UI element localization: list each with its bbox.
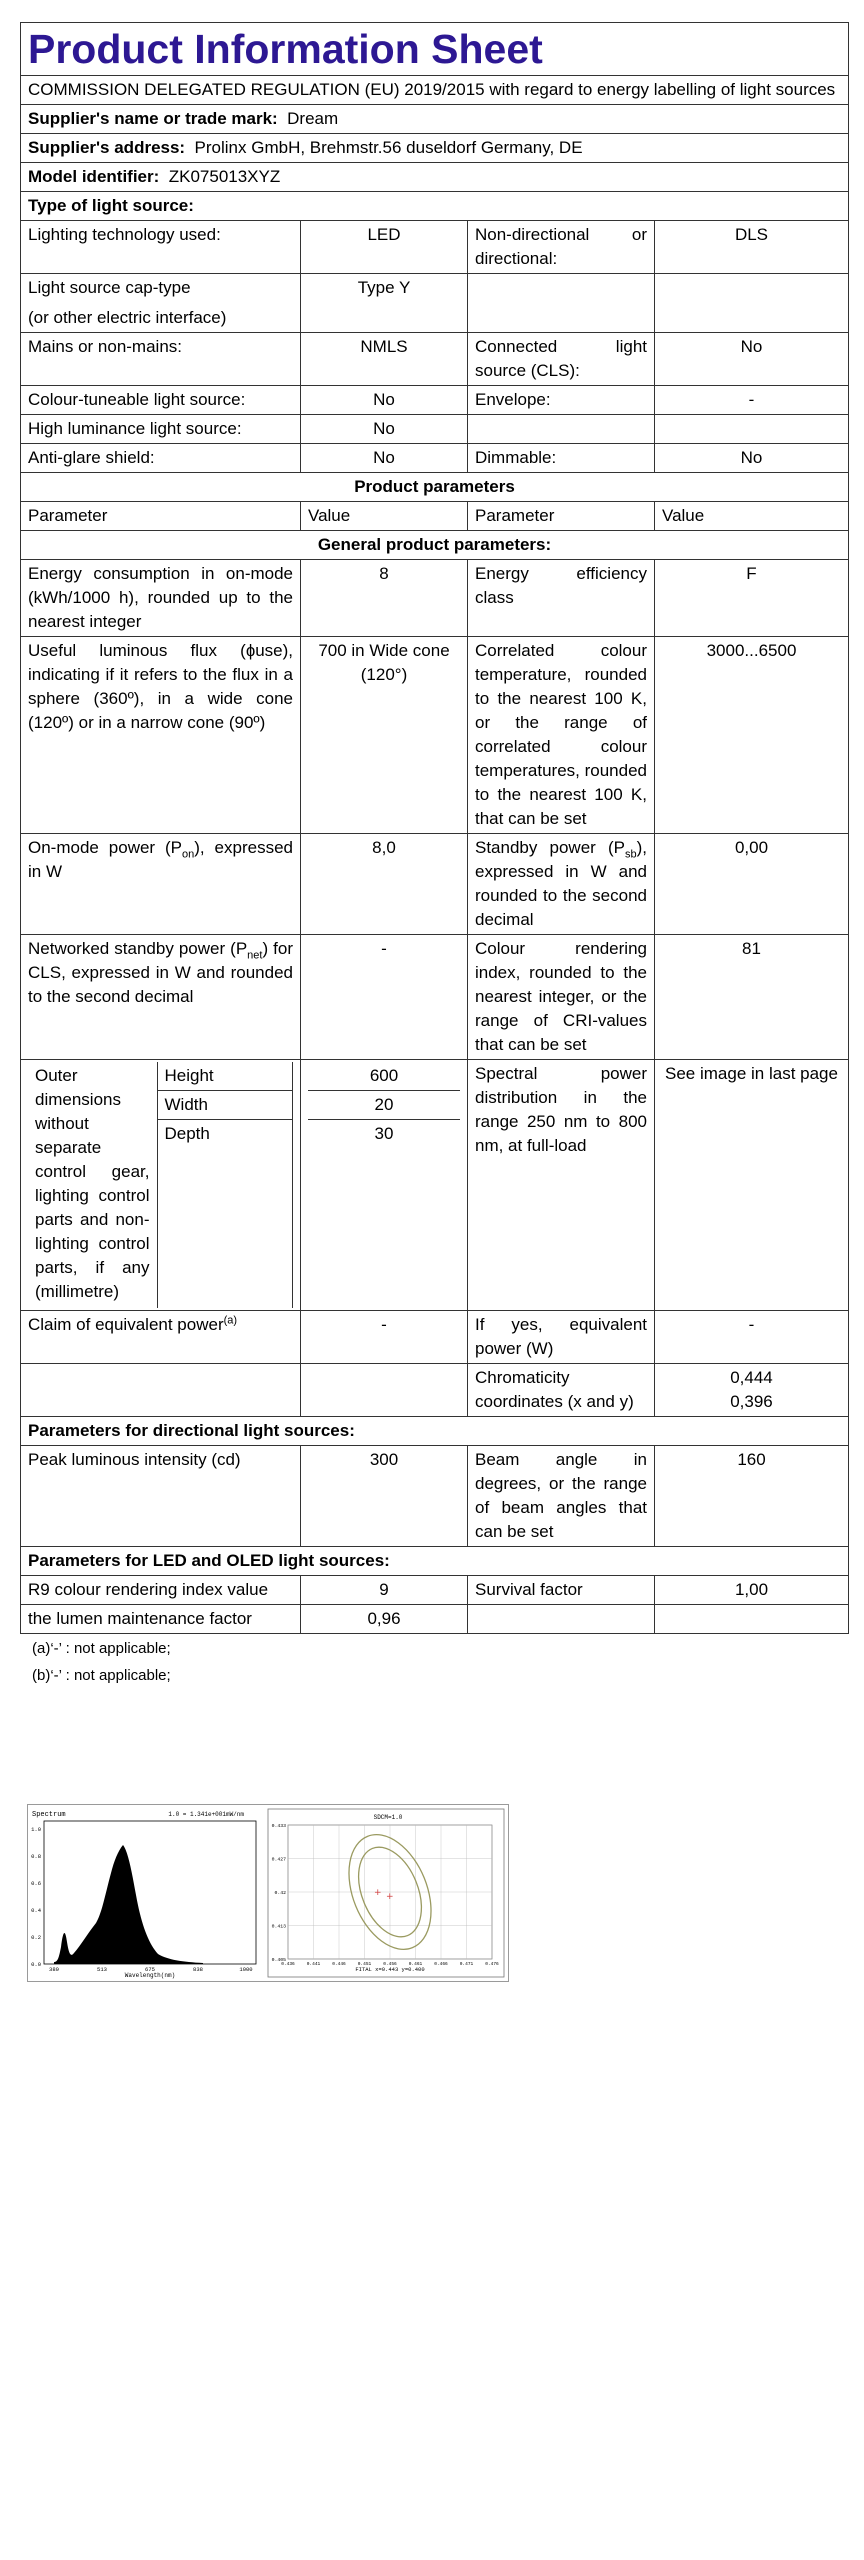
eclass-label: Energy efficiency class [468,560,655,637]
cie-y-tick-label: 0.413 [271,1924,286,1930]
glare-label: Anti-glare shield: [21,444,301,473]
model-row [21,163,849,192]
pon-value: 8,0 [301,834,468,935]
spectrum-x-tick-label: 838 [193,1966,203,1973]
product-information-sheet [20,22,848,1688]
cie-xlabel: FITAL x=0.443 y=0.400 [355,1966,425,1973]
cie-x-tick-label: 0.441 [306,1962,321,1967]
pon-subscript: on [182,848,195,861]
cie-x-tick-label: 0.461 [408,1962,423,1967]
width-label: Width [157,1091,293,1120]
supplier-row [21,105,849,134]
equiv-value: - [655,1311,849,1364]
spectrum-y-tick-label: 0.2 [31,1934,41,1941]
width-value: 20 [308,1091,460,1120]
psb-label-text: ), expressed in W and rounded to the second decimal [475,838,647,929]
empty-cell [655,1605,849,1634]
r9-label: R9 colour rendering index value [21,1576,301,1605]
cls-value: No [655,333,849,386]
address-value: Prolinx GmbH, Brehmstr.56 duseldorf Germany, DE [194,138,583,157]
footnote-b [20,1663,848,1688]
cie-x-tick-label: 0.476 [485,1962,499,1967]
cap-value: Type Y [301,274,468,333]
flux-value: 700 in Wide cone (120°) [301,637,468,834]
model-label: Model identifier: [28,167,160,186]
spectrum-curve [54,1845,203,1964]
cap-label: Light source cap-type [28,278,191,297]
spectrum-x-tick-label: 513 [97,1966,107,1973]
type-header: Type of light source: [21,192,849,221]
dim-label: Dimmable: [468,444,655,473]
height-value: 600 [308,1062,460,1091]
footnote-text: ‘-’ : not applicable; [50,1640,171,1657]
general-params-header: General product parameters: [21,531,849,560]
spectrum-xlabel: Wavelength(nm) [124,1972,176,1979]
cap-cell [21,274,301,333]
spectrum-y-ticks [31,1826,42,1968]
lumen-label: the lumen maintenance factor [21,1605,301,1634]
dimensions-cell [21,1060,301,1311]
tech-value: LED [301,221,468,274]
dimensions-table [28,1062,293,1308]
directional-header: Parameters for directional light sources: [21,1417,849,1446]
product-params-header: Product parameters [21,473,849,502]
address-row [21,134,849,163]
spectrum-x-tick-label: 1000 [239,1966,253,1973]
spectrum-title: Spectrum [32,1811,66,1819]
hilum-value: No [301,415,468,444]
address-label: Supplier's address: [28,138,186,157]
eclass-value: F [655,560,849,637]
tech-label: Lighting technology used: [21,221,301,274]
cap-sub-label: (or other electric interface) [28,308,227,327]
dims-label: Outer dimensions without separate control gear, lighting control parts and non-lighting control parts, if any (millimetre) [28,1062,157,1308]
page-title: Product Information Sheet [21,23,849,76]
cie-x-tick-label: 0.451 [357,1962,372,1967]
tune-label: Colour-tuneable light source: [21,386,301,415]
figures-svg [28,1805,508,1981]
claim-value: - [301,1311,468,1364]
cie-x-tick-label: 0.456 [383,1962,397,1967]
led-header: Parameters for LED and OLED light sources: [21,1547,849,1576]
supplier-value: Dream [287,109,339,128]
mains-label: Mains or non-mains: [21,333,301,386]
depth-label: Depth [157,1120,293,1309]
regulation-subtitle: COMMISSION DELEGATED REGULATION (EU) 2019/2015 with regard to energy labelling of light sources [21,76,849,105]
cie-x-tick-label: 0.436 [281,1962,295,1967]
supplier-label: Supplier's name or trade mark: [28,109,278,128]
col-header-value: Value [301,502,468,531]
cie-y-tick-label: 0.433 [271,1824,286,1829]
model-value: ZK075013XYZ [168,167,281,186]
beam-value: 160 [655,1446,849,1547]
depth-value: 30 [374,1124,394,1143]
cie-y-tick-label: 0.405 [271,1958,286,1963]
beam-label: Beam angle in degrees, or the range of beam angles that can be set [468,1446,655,1547]
dim-value: No [655,444,849,473]
peak-value: 300 [301,1446,468,1547]
chroma-label: Chromaticity coordinates (x and y) [468,1364,655,1417]
pnet-label-text: ) for CLS, expressed in W and rounded to the second decimal [28,939,293,1006]
spectrum-y-tick-label: 0.8 [31,1853,41,1860]
claim-superscript: (a) [223,1314,238,1327]
chroma-y: 0,396 [730,1392,773,1411]
glare-value: No [301,444,468,473]
psb-label [468,834,655,935]
survival-label: Survival factor [468,1576,655,1605]
flux-label: Useful luminous flux (ɸuse), indicating if it refers to the flux in a sphere (360º), in a wide cone (120º) or in a narrow cone (90º) [21,637,301,834]
psb-value: 0,00 [655,834,849,935]
empty-cell [655,415,849,444]
tune-value: No [301,386,468,415]
cri-label: Colour rendering index, rounded to the nearest integer, or the range of CRI-values that can be set [468,935,655,1060]
chroma-x: 0,444 [730,1368,773,1387]
empty-cell [468,415,655,444]
pon-label [21,834,301,935]
peak-label: Peak luminous intensity (cd) [21,1446,301,1547]
empty-cell [301,1364,468,1417]
measured-point-marker: + [374,1888,382,1898]
empty-cell [468,1605,655,1634]
target-point-marker: + [386,1892,394,1902]
footnote-text: ‘-’ : not applicable; [50,1667,171,1684]
energy-label: Energy consumption in on-mode (kWh/1000 h), rounded up to the nearest integer [21,560,301,637]
height-label: Height [157,1062,293,1091]
dimensions-values [308,1062,460,1308]
empty-cell [21,1364,301,1417]
equiv-label: If yes, equivalent power (W) [468,1311,655,1364]
energy-value: 8 [301,560,468,637]
spd-label: Spectral power distribution in the range 250 nm to 800 nm, at full-load [468,1060,655,1311]
info-table [20,22,849,1634]
cie-x-tick-label: 0.466 [434,1962,448,1967]
spectrum-readout: 1.0 = 1.341e+001mW/nm [168,1811,244,1818]
spectrum-y-tick-label: 0.4 [31,1907,41,1914]
nondir-label: Non-directional or directional: [468,221,655,274]
spectrum-y-tick-label: 0.0 [31,1961,41,1968]
r9-value: 9 [301,1576,468,1605]
cie-title: SDCM=1.0 [373,1814,403,1821]
pnet-value: - [301,935,468,1060]
pnet-subscript: net [247,949,263,962]
spectrum-x-tick-label: 675 [145,1966,155,1973]
measurement-figures [27,1804,509,1982]
cie-y-tick-label: 0.42 [274,1891,286,1896]
empty-cell [468,274,655,333]
survival-value: 1,00 [655,1576,849,1605]
psb-subscript: sb [624,848,637,861]
cri-value: 81 [655,935,849,1060]
claim-label [21,1311,301,1364]
pnet-label [21,935,301,1060]
cie-x-tick-label: 0.471 [459,1962,474,1967]
spectrum-y-tick-label: 1.0 [31,1826,41,1833]
dimensions-values-cell [301,1060,468,1311]
nondir-value: DLS [655,221,849,274]
env-value: - [655,386,849,415]
cie-y-tick-label: 0.427 [271,1857,286,1863]
col-header-parameter: Parameter [468,502,655,531]
footnote-a [20,1636,848,1661]
pon-label-text: ), expressed in W [28,838,293,881]
psb-label-text: Standby power (P [475,838,625,857]
spectrum-x-tick-label: 380 [49,1966,59,1973]
lumen-value: 0,96 [301,1605,468,1634]
cls-label: Connected light source (CLS): [468,333,655,386]
col-header-parameter: Parameter [21,502,301,531]
cct-label: Correlated colour temperature, rounded to the nearest 100 K, or the range of correlated colour temperatures, rounded to the nearest 100 K, that can be set [468,637,655,834]
col-header-value: Value [655,502,849,531]
spectrum-y-tick-label: 0.6 [31,1880,41,1887]
footnote-mark: (a) [32,1640,51,1657]
env-label: Envelope: [468,386,655,415]
footnote-mark: (b) [32,1667,51,1684]
cct-value: 3000...6500 [655,637,849,834]
claim-label-text: Claim of equivalent power [28,1315,224,1334]
pnet-label-text: Networked standby power (P [28,939,248,958]
spd-value: See image in last page [655,1060,849,1311]
empty-cell [655,274,849,333]
hilum-label: High luminance light source: [21,415,301,444]
cie-x-tick-label: 0.446 [332,1962,346,1967]
chroma-value [655,1364,849,1417]
mains-value: NMLS [301,333,468,386]
pon-label-text: On-mode power (P [28,838,182,857]
